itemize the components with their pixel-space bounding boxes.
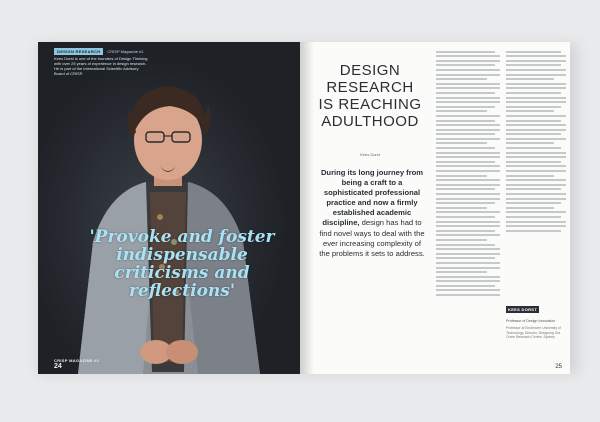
text-line xyxy=(506,106,561,108)
author-role: Professor of Design Innovation xyxy=(506,319,556,323)
text-line xyxy=(436,165,500,167)
text-line xyxy=(506,175,554,177)
text-line xyxy=(506,115,566,117)
byline: Kees Dorst xyxy=(360,152,380,157)
title-line: ADULTHOOD xyxy=(321,113,419,130)
page-gutter xyxy=(300,42,314,374)
section-tag: DESIGN RESEARCH xyxy=(54,48,103,55)
text-line xyxy=(436,110,487,112)
pull-quote: 'Provoke and foster indispensable criticisms and reflections' xyxy=(89,227,275,301)
text-line xyxy=(506,188,561,190)
text-line xyxy=(436,193,500,195)
text-line xyxy=(506,179,566,181)
text-line xyxy=(506,184,566,186)
text-line xyxy=(506,225,566,227)
text-line xyxy=(506,147,561,149)
text-line xyxy=(436,179,500,181)
text-line xyxy=(436,83,500,85)
text-line xyxy=(436,129,500,131)
intro-text: Kees Dorst is one of the founders of Design Thinking with over 25 years of experience in design research. He is part of the international Scientific Advisory Board of CRISP. xyxy=(54,56,148,76)
text-line xyxy=(506,216,561,218)
right-page xyxy=(300,42,570,374)
text-line xyxy=(436,64,495,66)
text-line xyxy=(506,142,554,144)
text-line xyxy=(436,262,500,264)
text-line xyxy=(436,120,495,122)
text-line xyxy=(436,267,500,269)
left-page-number: 24 xyxy=(54,363,62,370)
text-line xyxy=(506,193,566,195)
title-line: IS REACHING xyxy=(318,96,422,113)
text-line xyxy=(436,161,495,163)
text-line xyxy=(436,92,495,94)
text-line xyxy=(436,225,500,227)
text-line xyxy=(436,257,495,259)
text-line xyxy=(436,142,487,144)
article-title xyxy=(314,62,426,130)
text-line xyxy=(436,239,487,241)
text-line xyxy=(506,156,566,158)
text-line xyxy=(506,198,566,200)
text-line xyxy=(436,60,500,62)
body-column-1 xyxy=(436,48,500,298)
text-line xyxy=(436,106,495,108)
text-line xyxy=(436,211,500,213)
text-line xyxy=(506,133,561,135)
text-line xyxy=(436,216,495,218)
author-box xyxy=(506,298,566,339)
text-line xyxy=(506,64,561,66)
magazine-tag: CRISP Magazine #1 xyxy=(107,49,144,54)
text-line xyxy=(436,74,500,76)
text-line xyxy=(436,207,487,209)
text-line xyxy=(436,289,500,291)
text-line xyxy=(436,234,500,236)
text-line xyxy=(436,69,500,71)
title-line: RESEARCH xyxy=(326,79,414,96)
text-line xyxy=(506,101,566,103)
text-line xyxy=(436,175,487,177)
text-line xyxy=(506,87,566,89)
text-line xyxy=(436,152,500,154)
text-line xyxy=(436,147,495,149)
text-line xyxy=(436,202,495,204)
text-line xyxy=(506,110,554,112)
text-line xyxy=(436,271,487,273)
text-line xyxy=(506,124,566,126)
text-line xyxy=(506,74,566,76)
text-line xyxy=(436,276,500,278)
section-tags xyxy=(54,48,144,55)
text-line xyxy=(506,211,566,213)
text-line xyxy=(436,170,500,172)
text-line xyxy=(436,285,495,287)
text-line xyxy=(436,133,495,135)
author-name: KEES DORST xyxy=(508,307,538,312)
author-affiliations: Professor at Eindhoven University of Technology; Director, Designing Out Crime Research Centre, Sydney xyxy=(506,326,561,339)
text-line xyxy=(436,156,500,158)
text-line xyxy=(436,188,495,190)
text-line xyxy=(436,230,495,232)
text-line xyxy=(436,248,500,250)
text-line xyxy=(436,87,500,89)
text-line xyxy=(506,152,566,154)
text-line xyxy=(506,230,561,232)
text-line xyxy=(436,138,500,140)
portrait-photo xyxy=(38,42,300,374)
magazine-name: CRISP MAGAZINE #1 xyxy=(54,358,100,363)
text-line xyxy=(506,69,566,71)
text-line xyxy=(436,51,495,53)
text-line xyxy=(436,97,500,99)
text-line xyxy=(506,55,566,57)
body-column-2 xyxy=(506,48,566,233)
text-line xyxy=(506,138,566,140)
text-line xyxy=(436,280,500,282)
text-line xyxy=(436,115,500,117)
text-line xyxy=(436,294,500,296)
right-page-number: 25 xyxy=(555,364,562,370)
lead-bold: During its long journey from being a craft to a sophisticated professional practice and now a firmly established academic discipline, xyxy=(320,168,424,228)
title-line: DESIGN xyxy=(339,62,401,79)
text-line xyxy=(506,221,566,223)
lead-paragraph xyxy=(318,168,426,259)
text-line xyxy=(436,78,487,80)
left-page xyxy=(38,42,300,374)
text-line xyxy=(506,78,554,80)
text-line xyxy=(506,165,566,167)
text-line xyxy=(436,221,500,223)
text-line xyxy=(436,55,500,57)
text-line xyxy=(506,92,561,94)
text-line xyxy=(436,124,500,126)
text-line xyxy=(436,244,495,246)
text-line xyxy=(506,83,566,85)
text-line xyxy=(506,51,561,53)
text-line xyxy=(506,129,566,131)
text-line xyxy=(506,161,561,163)
text-line xyxy=(506,170,566,172)
text-line xyxy=(506,60,566,62)
text-line xyxy=(436,101,500,103)
text-line xyxy=(436,198,500,200)
text-line xyxy=(506,207,554,209)
text-line xyxy=(506,120,561,122)
lead-rest: design has had to find novel ways to deal with the ever increasing complexity of the problems it sets to address. xyxy=(319,218,425,258)
text-line xyxy=(436,184,500,186)
left-footer xyxy=(54,358,99,370)
text-line xyxy=(506,97,566,99)
text-line xyxy=(436,253,500,255)
text-line xyxy=(506,202,561,204)
